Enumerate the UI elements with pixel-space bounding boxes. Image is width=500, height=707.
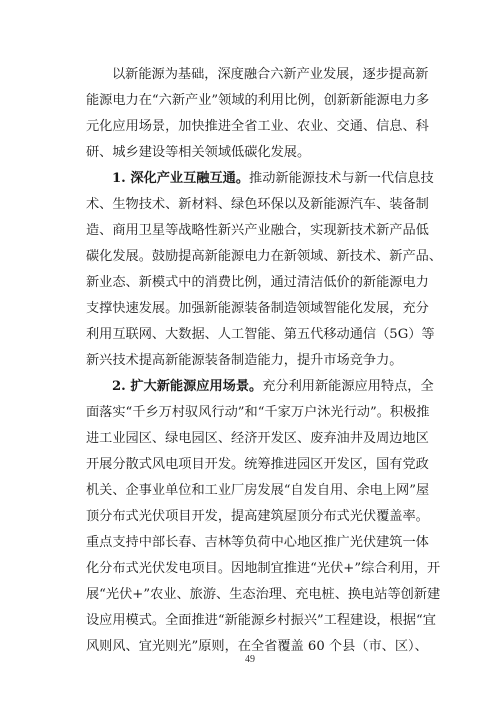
line-text: 以新能源为基础，深度融合六新产业发展，逐步提高新 xyxy=(112,67,429,82)
text-line xyxy=(112,374,434,400)
text-line xyxy=(86,400,430,426)
text-line xyxy=(86,140,310,166)
line-text: 造、商用卫星等战略性新兴产业融合，实现新技术新产品低 xyxy=(86,223,429,238)
text-line xyxy=(86,426,429,452)
text-line xyxy=(86,452,429,478)
text-line xyxy=(86,296,429,322)
line-text: 术、生物技术、新材料、绿色环保以及新能源汽车、装备制 xyxy=(86,197,429,212)
text-line xyxy=(86,348,403,374)
text-line xyxy=(86,504,429,530)
text-line xyxy=(86,322,435,348)
section-heading: 1. 深化产业互融互通。 xyxy=(112,171,250,186)
text-line xyxy=(86,270,429,296)
section-heading: 2. 扩大新能源应用场景。 xyxy=(112,379,263,394)
line-text: 碳化发展。鼓励提高新能源电力在新领域、新技术、新产品、 xyxy=(86,249,443,264)
line-text: 能源电力在“六新产业”领域的利用比例，创新新能源电力多 xyxy=(86,93,430,108)
line-text: 推动新能源技术与新一代信息技 xyxy=(249,171,434,186)
line-text: 新兴技术提高新能源装备制造能力，提升市场竞争力。 xyxy=(86,353,403,368)
text-line xyxy=(86,582,441,608)
line-text: 面落实“千乡万村驭风行动”和“千家万户沐光行动”。积极推 xyxy=(86,405,430,420)
text-line xyxy=(86,88,430,114)
line-text: 重点支持中部长春、吉林等负荷中心地区推广光伏建筑一体 xyxy=(86,535,429,550)
line-text: 研、城乡建设等相关领域低碳化发展。 xyxy=(86,145,311,160)
line-text: 化分布式光伏发电项目。因地制宜推进“光伏+”综合利用，开 xyxy=(86,561,441,576)
line-text: 风则风、宜光则光”原则，在全省覆盖 60 个县（市、区）、 xyxy=(86,639,428,654)
text-line xyxy=(86,114,429,140)
line-text: 机关、企事业单位和工业厂房发展“自发自用、余电上网”屋 xyxy=(86,483,430,498)
line-text: 新业态、新模式中的消费比例，通过清洁低价的新能源电力 xyxy=(86,275,429,290)
line-text: 元化应用场景，加快推进全省工业、农业、交通、信息、科 xyxy=(86,119,429,134)
text-line xyxy=(112,62,429,88)
text-line xyxy=(86,530,429,556)
text-line xyxy=(86,608,436,634)
line-text: 展“光伏+”农业、旅游、生态治理、充电桩、换电站等创新建 xyxy=(86,587,441,602)
text-line xyxy=(86,556,441,582)
line-text: 设应用模式。全面推进“新能源乡村振兴”工程建设，根据“宜 xyxy=(86,613,436,628)
line-text: 开展分散式风电项目开发。统筹推进园区开发区，国有党政 xyxy=(86,457,429,472)
text-line xyxy=(112,166,434,192)
line-text: 充分利用新能源应用特点，全 xyxy=(262,379,434,394)
line-text: 顶分布式光伏项目开发，提高建筑屋顶分布式光伏覆盖率。 xyxy=(86,509,429,524)
line-text: 支撑快速发展。加强新能源装备制造领域智能化发展，充分 xyxy=(86,301,429,316)
line-text: 进工业园区、绿电园区、经济开发区、废弃油井及周边地区 xyxy=(86,431,429,446)
page-number: 49 xyxy=(245,654,255,665)
text-line xyxy=(86,192,429,218)
text-line xyxy=(86,218,429,244)
line-text: 利用互联网、大数据、人工智能、第五代移动通信（5G）等 xyxy=(86,327,435,342)
text-line xyxy=(86,244,443,270)
text-line xyxy=(86,478,430,504)
